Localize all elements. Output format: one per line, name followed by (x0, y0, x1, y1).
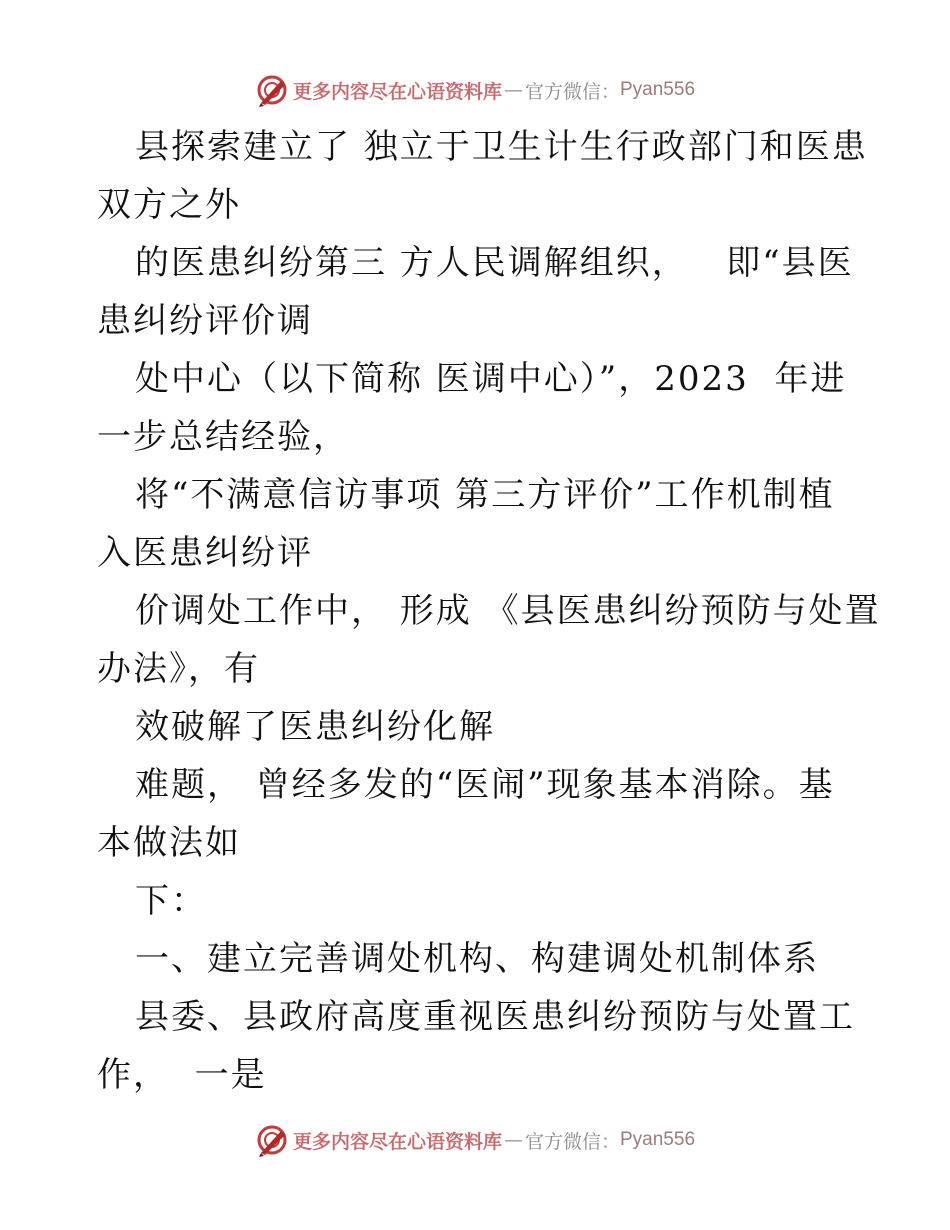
body-line: 将“不满意信访事项 第三方评价”工作机制植 (135, 475, 835, 515)
body-line: 县探索建立了 独立于卫生计生行政部门和医患 (135, 127, 868, 167)
body-line: 入医患纠纷评 (97, 533, 313, 573)
watermark-wechat-label: 官方微信： (524, 1130, 620, 1153)
body-line: 县委、县政府高度重视医患纠纷预防与处置工 (135, 997, 855, 1037)
pen-logo-icon (255, 73, 289, 107)
body-line: 价调处工作中， 形成 《县医患纠纷预防与处置 (135, 591, 881, 631)
body-line: 办法》，有 (97, 649, 260, 689)
body-line: 一步总结经验， (97, 417, 349, 457)
body-line: 处中心（以下简称 医调中心）”，2023 年进 (135, 359, 847, 399)
body-line: 作， 一是 (97, 1055, 267, 1095)
body-line: 下： (135, 881, 207, 921)
body-line: 患纠纷评价调 (97, 301, 313, 341)
footer-watermark (0, 1120, 950, 1160)
body-line: 效破解了医患纠纷化解 (135, 707, 495, 747)
body-line: 难题， 曾经多发的“医闹”现象基本消除。基 (135, 765, 835, 805)
section-heading: 一、建立完善调处机构、构建调处机制体系 (135, 939, 819, 979)
watermark-text: 更多内容尽在心语资料库 (292, 1130, 502, 1153)
document-body (97, 118, 881, 1104)
header-watermark (0, 70, 950, 110)
body-line: 本做法如 (97, 823, 241, 863)
body-line: 的医患纠纷第三 方人民调解组织， 即“县医 (135, 243, 854, 283)
watermark-text: 更多内容尽在心语资料库 (292, 80, 502, 103)
watermark-wechat-id: Pyan556 (620, 79, 696, 100)
pen-logo-icon (255, 1123, 289, 1157)
watermark-wechat-label: 官方微信： (524, 80, 620, 103)
watermark-separator: — (503, 1129, 523, 1151)
body-line: 双方之外 (97, 185, 241, 225)
watermark-separator: — (503, 79, 523, 101)
watermark-wechat-id: Pyan556 (620, 1129, 696, 1150)
